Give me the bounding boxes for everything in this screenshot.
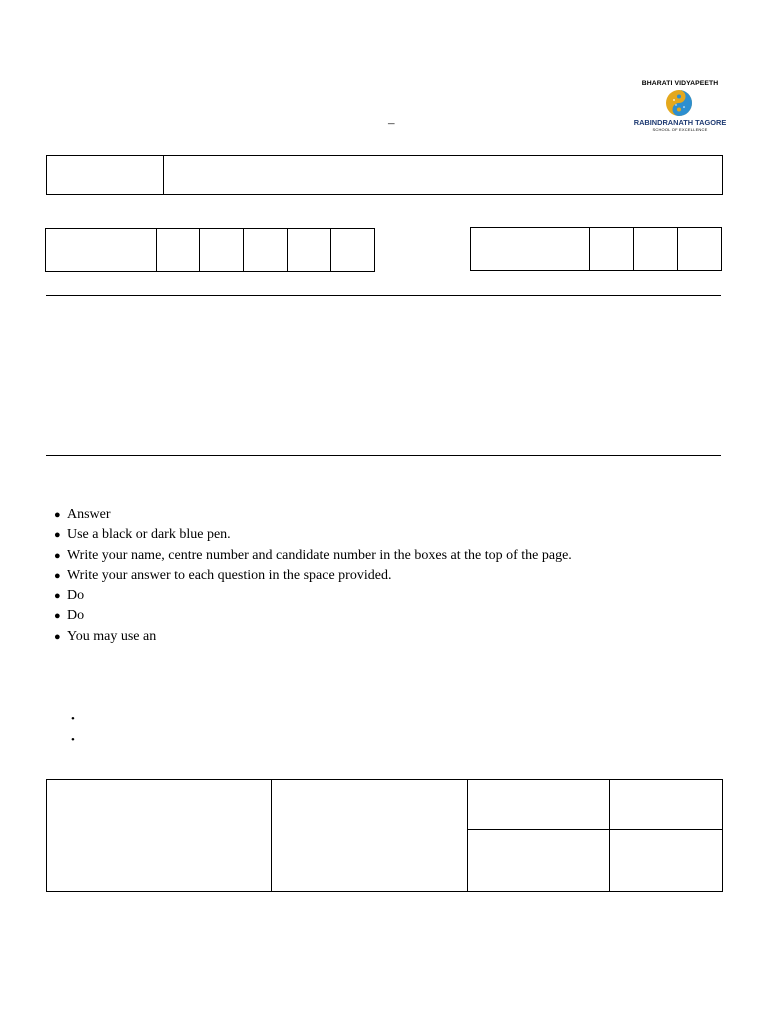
information-item xyxy=(71,709,84,730)
centre-number-digit-box[interactable] xyxy=(243,228,288,272)
instruction-item: ● You may use an xyxy=(54,627,734,647)
table-cell[interactable] xyxy=(610,830,723,892)
information-item xyxy=(71,730,84,751)
table-cell xyxy=(468,780,610,830)
bullet-icon: ● xyxy=(54,590,61,603)
instruction-item: ● Use a black or dark blue pen. xyxy=(54,525,734,545)
centre-number-digit-box[interactable] xyxy=(156,228,200,272)
candidate-number-digit-box[interactable] xyxy=(589,227,634,271)
centre-number-digit-box[interactable] xyxy=(287,228,331,272)
name-field[interactable] xyxy=(163,155,723,195)
bullet-icon: • xyxy=(71,733,75,746)
candidate-number-digit-box[interactable] xyxy=(677,227,722,271)
bullet-icon: ● xyxy=(54,529,61,542)
yin-yang-emblem-icon xyxy=(665,88,693,118)
candidate-number-digit-box[interactable] xyxy=(633,227,678,271)
bullet-icon: ● xyxy=(54,549,61,562)
centre-number-digit-box[interactable] xyxy=(199,228,244,272)
bullet-icon: ● xyxy=(54,509,61,521)
table-cell[interactable] xyxy=(468,830,610,892)
information-list xyxy=(71,709,84,750)
bullet-icon: ● xyxy=(54,569,61,582)
title-mark: – xyxy=(388,115,395,130)
school-logo xyxy=(628,78,732,136)
bullet-icon: • xyxy=(71,713,75,725)
instruction-item: ● Answer xyxy=(54,505,734,525)
instruction-item: ● Write your answer to each question in the space provided. xyxy=(54,566,734,586)
instruction-item: ● Do xyxy=(54,606,734,626)
table-cell xyxy=(272,780,468,892)
logo-subtitle: SCHOOL OF EXCELLENCE xyxy=(652,127,708,132)
bullet-icon: ● xyxy=(54,630,61,643)
candidate-number-label-box xyxy=(470,227,590,271)
logo-top-text: BHARATI VIDYAPEETH xyxy=(641,80,719,87)
bullet-icon: ● xyxy=(54,610,61,623)
table-cell xyxy=(47,780,272,892)
summary-table xyxy=(46,779,723,892)
divider-top xyxy=(46,295,721,296)
instruction-item: ● Do xyxy=(54,586,734,606)
table-cell xyxy=(610,780,723,830)
instructions-list xyxy=(54,505,734,647)
instruction-item: ● Write your name, centre number and candidate number in the boxes at the top of the page. xyxy=(54,546,734,566)
centre-number-label-box xyxy=(45,228,157,272)
divider-bottom xyxy=(46,455,721,456)
name-label-box xyxy=(46,155,164,195)
centre-number-digit-box[interactable] xyxy=(330,228,375,272)
logo-school-name: RABINDRANATH TAGORE xyxy=(633,118,727,127)
